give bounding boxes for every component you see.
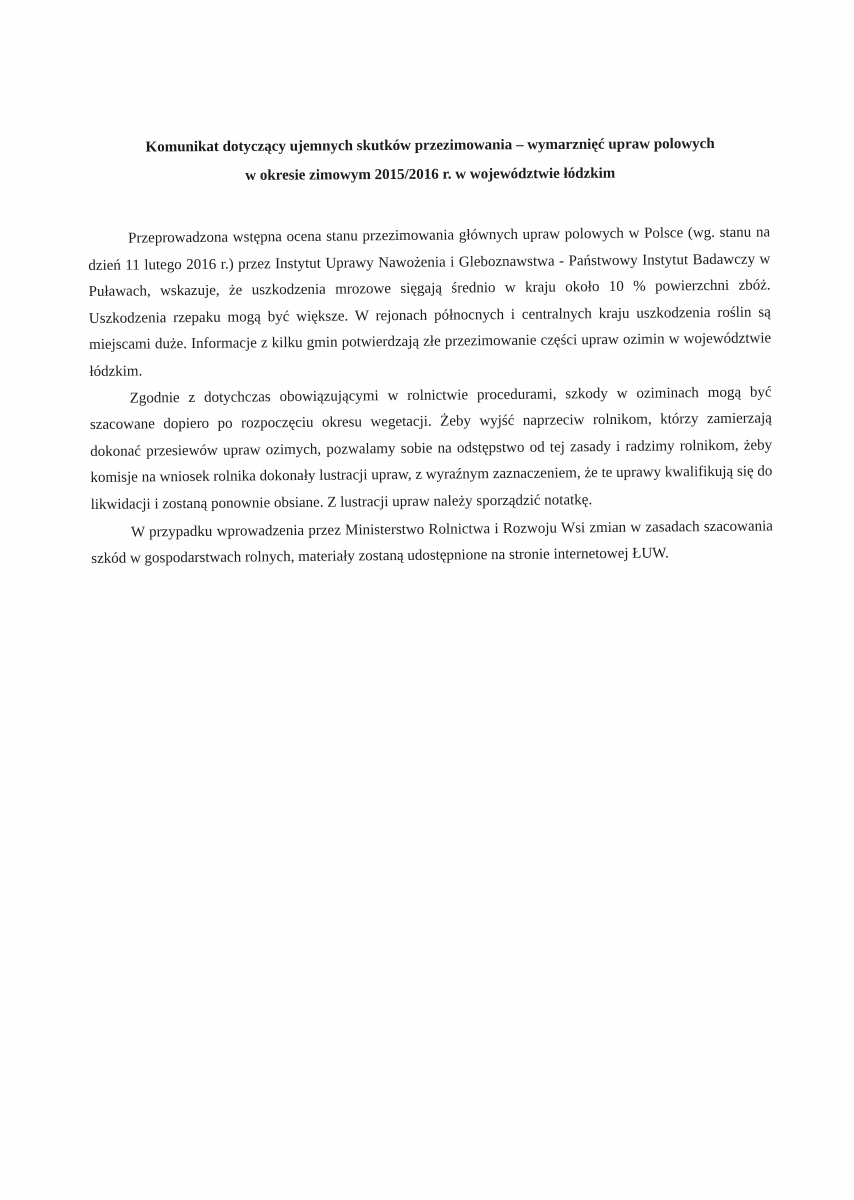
- paragraph-procedures: Zgodnie z dotychczas obowiązującymi w rolnictwie procedurami, szkody w oziminach mogą być szacowane dopiero po rozpoczęciu okresu wegetacji. Żeby wyjść naprzeciw rolnikom, którzy zamierzają dokonać przesiewów upraw ozimych, pozwalamy sobie na odstępstwo od tej zasady i radzimy rolnikom, żeby komisje na wniosek rolnika dokonały lustracji upraw, z wyraźnym zaznaczeniem, że te uprawy kwalifikują się do likwidacji i zostaną ponownie obsiane. Z lustracji upraw należy sporządzić notatkę.: [89, 384, 773, 513]
- title-line-1: Komunikat dotyczący ujemnych skutków przezimowania – wymarznięć upraw polowych: [145, 136, 715, 156]
- paragraph-ministry: W przypadku wprowadzenia przez Ministerstwo Rolnictwa i Rozwoju Wsi zmian w zasadach szacowania szkód w gospodarstwach rolnych, materiały zostaną udostępnione na stronie internetowej ŁUW.: [91, 517, 773, 568]
- title-line-2: w okresie zimowym 2015/2016 r. w województwie łódzkim: [245, 165, 616, 184]
- document-body: [88, 219, 773, 572]
- paragraph-assessment: Przeprowadzona wstępna ocena stanu przezimowania głównych upraw polowych w Polsce (wg. stanu na dzień 11 lutego 2016 r.) przez Instytut Uprawy Nawożenia i Gleboznawstwa - Państwowy Instytut Badawczy w Puławach, wskazuje, że uszkodzenia mrozowe sięgają średnio w kraju około 10 % powierzchni zbóż. Uszkodzenia rzepaku mogą być większe. W rejonach północnych i centralnych kraju uszkodzenia roślin są miejscami duże. Informacje z kilku gmin potwierdzają złe przezimowanie części upraw ozimin w województwie łódzkim.: [88, 224, 772, 380]
- document-title: [60, 129, 800, 192]
